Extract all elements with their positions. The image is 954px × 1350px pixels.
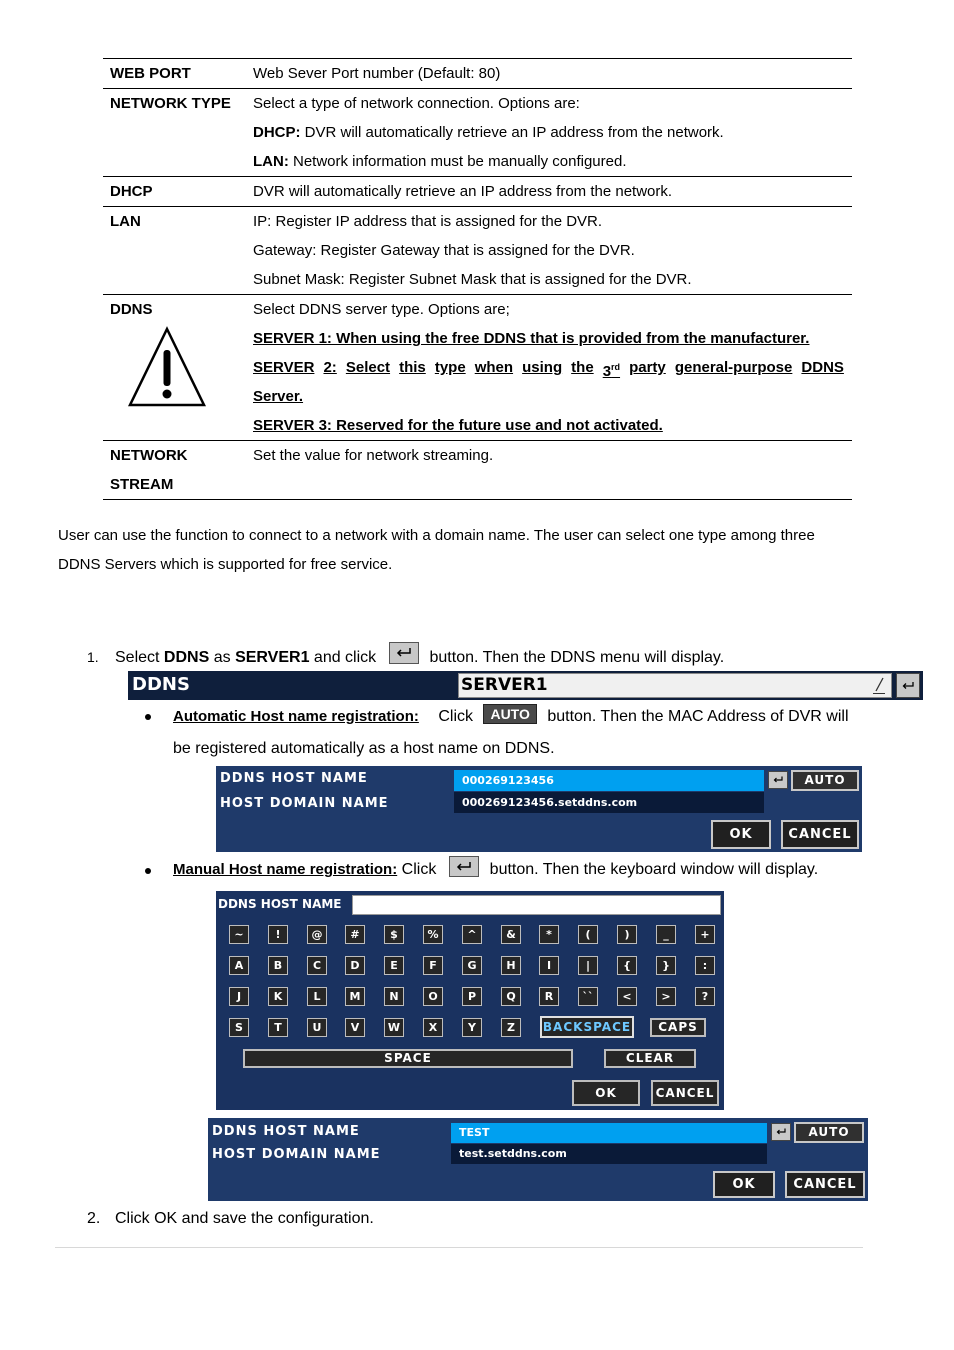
step1-ddns: DDNS — [163, 649, 210, 666]
onscreen-keyboard — [216, 891, 724, 1110]
keyboard-key[interactable]: O — [423, 987, 443, 1006]
keyboard-key[interactable]: R — [539, 987, 559, 1006]
network-stream-label2: STREAM — [110, 476, 174, 493]
lan-ip: IP: Register IP address that is assigned for the DVR. — [253, 213, 603, 230]
domain-name-field: test.setddns.com — [451, 1144, 767, 1164]
settings-table — [103, 58, 852, 500]
keyboard-ok-button[interactable]: OK — [572, 1080, 640, 1106]
keyboard-key[interactable]: $ — [384, 925, 404, 944]
keyboard-key[interactable]: { — [617, 956, 637, 975]
auto-bullet-title: Automatic Host name registration: — [173, 708, 419, 725]
step-2 — [87, 1205, 374, 1233]
manual-bullet-click: Click — [397, 861, 441, 878]
lan-subnet: Subnet Mask: Register Subnet Mask that is assigned for the DVR. — [253, 271, 692, 288]
keyboard-key[interactable]: X — [423, 1018, 443, 1037]
label-network-type: NETWORK TYPE — [110, 95, 231, 112]
keyboard-key[interactable]: K — [268, 987, 288, 1006]
network-type-line1: Select a type of network connection. Options are: — [253, 95, 580, 112]
keyboard-key[interactable]: T — [268, 1018, 288, 1037]
step1-text: Select — [115, 649, 164, 666]
host-name-field[interactable]: TEST — [451, 1123, 767, 1143]
ddns-host-panel-result — [208, 1118, 868, 1201]
keyboard-key[interactable]: E — [384, 956, 404, 975]
server2-word: Select — [345, 359, 391, 376]
keyboard-key[interactable]: V — [345, 1018, 365, 1037]
enter-icon — [449, 856, 479, 877]
keyboard-key[interactable]: L — [307, 987, 327, 1006]
host-domain-name-label: HOST DOMAIN NAME — [220, 796, 389, 811]
edit-icon — [873, 677, 885, 694]
ddns-server2-end: Server. — [253, 388, 304, 405]
manual-bullet-line — [173, 857, 818, 883]
keyboard-key[interactable]: P — [462, 987, 482, 1006]
manual-bullet-title: Manual Host name registration: — [173, 861, 398, 878]
keyboard-key[interactable]: ! — [268, 925, 288, 944]
label-lan: LAN — [110, 213, 141, 230]
step-number: 2. — [87, 1210, 101, 1227]
step1-text: button. Then the DDNS menu will display. — [425, 649, 725, 666]
keyboard-key[interactable]: U — [307, 1018, 327, 1037]
keyboard-key[interactable]: < — [617, 987, 637, 1006]
backspace-key[interactable]: BACKSPACE — [540, 1016, 634, 1038]
cancel-button[interactable]: CANCEL — [785, 1171, 865, 1198]
auto-bullet-line2: be registered automatically as a host name on DDNS. — [173, 740, 555, 757]
enter-icon — [389, 642, 419, 664]
ddns-host-name-label: DDNS HOST NAME — [212, 1124, 360, 1139]
row-dhcp — [103, 177, 852, 207]
domain-name-field: 000269123456.setddns.com — [454, 792, 764, 813]
keyboard-key[interactable]: _ — [656, 925, 676, 944]
dhcp-text: DVR will automatically retrieve an IP address from the network. — [300, 124, 724, 141]
dhcp-bold: DHCP: — [253, 124, 301, 141]
keyboard-key[interactable]: Z — [501, 1018, 521, 1037]
keyboard-title: DDNS HOST NAME — [218, 897, 342, 911]
server2-word: DDNS — [801, 359, 844, 376]
keyboard-key[interactable]: > — [656, 987, 676, 1006]
desc-network-type — [253, 89, 852, 176]
lan-gateway: Gateway: Register Gateway that is assigned for the DVR. — [253, 242, 635, 259]
keyboard-key[interactable]: ^ — [462, 925, 482, 944]
desc-network-stream: Set the value for network streaming. — [253, 447, 494, 464]
keyboard-key[interactable]: + — [695, 925, 715, 944]
server2-word: using — [522, 359, 563, 376]
keyboard-key[interactable]: & — [501, 925, 521, 944]
bullet-icon — [145, 714, 151, 720]
desc-ddns — [253, 295, 852, 440]
label-web-port: WEB PORT — [110, 65, 191, 82]
auto-bullet-click: Click — [438, 708, 473, 725]
row-ddns — [103, 295, 852, 441]
keyboard-key[interactable]: # — [345, 925, 365, 944]
server2-word: SERVER — [253, 359, 315, 376]
lan-text: Network information must be manually configured. — [288, 153, 627, 170]
step-1 — [87, 643, 724, 672]
ddns-label-cell — [103, 295, 253, 440]
keyboard-key[interactable]: F — [423, 956, 443, 975]
step1-text: as — [209, 649, 236, 666]
ddns-server2 — [253, 353, 844, 382]
label-dhcp: DHCP — [110, 183, 153, 200]
auto-bullet-line1 — [173, 704, 849, 730]
space-key[interactable]: SPACE — [243, 1049, 573, 1068]
keyboard-key[interactable]: N — [384, 987, 404, 1006]
intro-paragraph — [58, 521, 898, 579]
intro-line2: DDNS Servers which is supported for free service. — [58, 556, 393, 573]
clear-key[interactable]: CLEAR — [604, 1049, 696, 1068]
auto-button[interactable]: AUTO — [794, 1122, 864, 1143]
row-lan — [103, 207, 852, 295]
cancel-button[interactable]: CANCEL — [781, 820, 859, 849]
warning-icon — [127, 326, 253, 414]
step1-server1: SERVER1 — [235, 649, 310, 666]
ddns-host-name-label: DDNS HOST NAME — [220, 771, 368, 786]
ddns-server3: SERVER 3: Reserved for the future use and not activated. — [253, 417, 663, 434]
keyboard-key[interactable]: `` — [578, 987, 598, 1006]
server-select-value: SERVER1 — [461, 675, 548, 695]
keyboard-key[interactable]: } — [656, 956, 676, 975]
keyboard-key[interactable]: C — [307, 956, 327, 975]
keyboard-key[interactable]: Y — [462, 1018, 482, 1037]
keyboard-input[interactable] — [352, 895, 721, 915]
lan-bold: LAN: — [253, 153, 289, 170]
keyboard-key[interactable]: ? — [695, 987, 715, 1006]
keyboard-key[interactable]: W — [384, 1018, 404, 1037]
footer-divider — [55, 1247, 863, 1248]
row-network-stream — [103, 441, 852, 500]
auto-label: AUTO — [483, 704, 536, 724]
ok-button[interactable]: OK — [713, 1171, 775, 1198]
row-network-type — [103, 89, 852, 177]
host-domain-name-label: HOST DOMAIN NAME — [212, 1147, 381, 1162]
auto-button[interactable]: AUTO — [791, 770, 859, 791]
keyboard-key[interactable]: : — [695, 956, 715, 975]
network-stream-label1: NETWORK — [110, 447, 188, 464]
keyboard-key[interactable]: D — [345, 956, 365, 975]
caps-key[interactable]: CAPS — [650, 1018, 706, 1037]
ddns-host-panel — [216, 766, 862, 852]
server-select[interactable] — [458, 673, 892, 698]
server2-word: type — [434, 359, 466, 376]
server2-word: this — [399, 359, 426, 376]
desc-dhcp: DVR will automatically retrieve an IP address from the network. — [253, 183, 673, 200]
step2-text: Click OK and save the configuration. — [115, 1210, 374, 1227]
row-web-port — [103, 59, 852, 89]
step1-text: and click — [309, 649, 381, 666]
keyboard-key[interactable]: % — [423, 925, 443, 944]
server2-word: when — [474, 359, 514, 376]
keyboard-key[interactable]: ) — [617, 925, 637, 944]
keyboard-key[interactable]: M — [345, 987, 365, 1006]
ok-button[interactable]: OK — [711, 820, 771, 849]
ddns-line1: Select DDNS server type. Options are; — [253, 301, 510, 318]
network-type-dhcp — [253, 118, 844, 147]
label-ddns: DDNS — [110, 301, 153, 318]
keyboard-key[interactable]: ~ — [229, 925, 249, 944]
keyboard-key[interactable]: @ — [307, 925, 327, 944]
ddns-server1: SERVER 1: When using the free DDNS that is provided from the manufacturer. — [253, 330, 810, 347]
enter-button[interactable] — [768, 771, 788, 789]
keyboard-key[interactable]: B — [268, 956, 288, 975]
ddns-server-bar — [128, 671, 923, 700]
server2-word: the — [571, 359, 594, 376]
keyboard-key[interactable]: J — [229, 987, 249, 1006]
network-type-lan — [253, 147, 844, 176]
keyboard-key[interactable]: G — [462, 956, 482, 975]
intro-line1: User can use the function to connect to a network with a domain name. The user can select one type among three — [58, 527, 815, 544]
host-name-field[interactable]: 000269123456 — [454, 770, 764, 791]
keyboard-key[interactable]: Q — [501, 987, 521, 1006]
keyboard-key[interactable]: ( — [578, 925, 598, 944]
server2-word: party — [629, 359, 666, 376]
server2-word: general-purpose — [674, 359, 793, 376]
keyboard-cancel-button[interactable]: CANCEL — [651, 1080, 719, 1106]
keyboard-key[interactable]: A — [229, 956, 249, 975]
keyboard-key[interactable]: | — [578, 956, 598, 975]
keyboard-key[interactable]: S — [229, 1018, 249, 1037]
label-network-stream — [103, 441, 253, 499]
server2-word: 2: — [323, 359, 337, 376]
server2-word: 3rd — [602, 362, 621, 380]
auto-bullet-post: button. Then the MAC Address of DVR will — [547, 708, 849, 725]
keyboard-key[interactable]: I — [539, 956, 559, 975]
enter-button[interactable] — [771, 1123, 791, 1141]
desc-web-port: Web Sever Port number (Default: 80) — [253, 65, 501, 82]
ddns-bar-label: DDNS — [132, 674, 190, 695]
step-number: 1. — [87, 649, 99, 665]
keyboard-key[interactable]: * — [539, 925, 559, 944]
manual-bullet-post: button. Then the keyboard window will display. — [489, 861, 819, 878]
desc-lan — [253, 207, 852, 294]
bullet-icon — [145, 868, 151, 874]
enter-button[interactable] — [896, 673, 920, 698]
keyboard-key[interactable]: H — [501, 956, 521, 975]
